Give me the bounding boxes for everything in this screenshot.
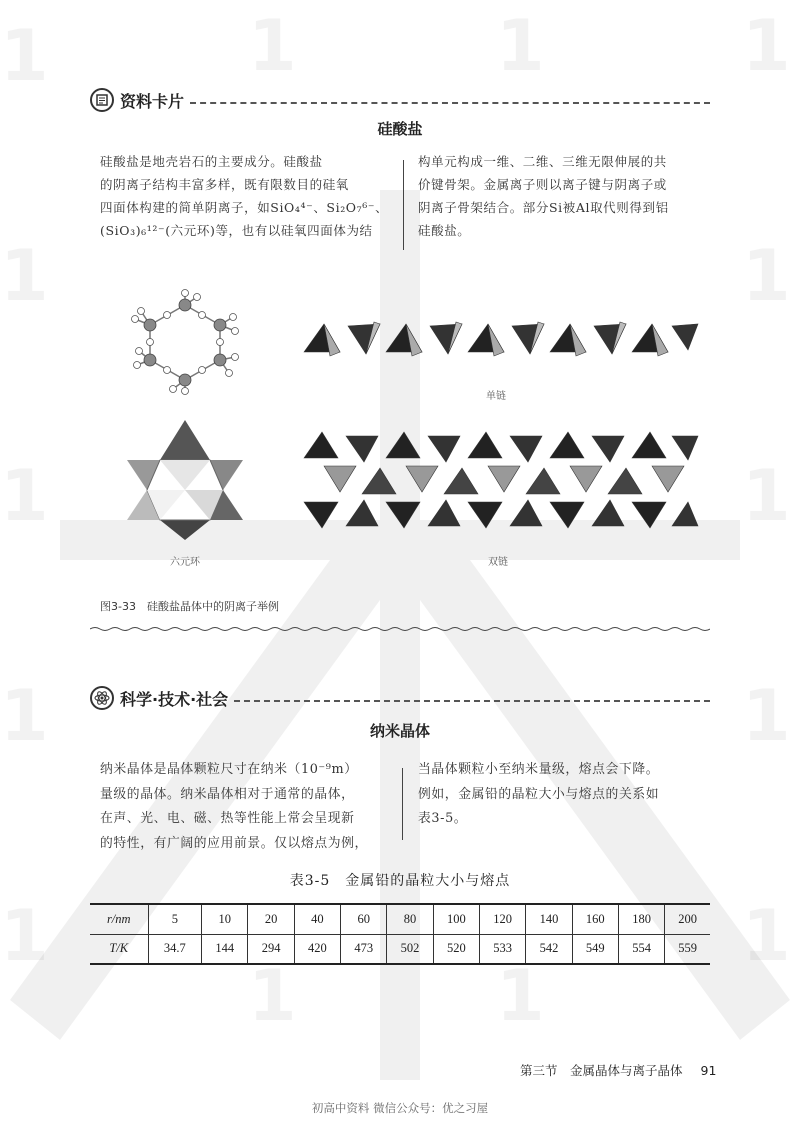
- svg-text:1: 1: [0, 455, 49, 537]
- table-cell: 80: [387, 904, 433, 934]
- text-line: 量级的晶体。纳米晶体相对于通常的晶体，: [100, 786, 355, 802]
- table-cell: 40: [294, 904, 340, 934]
- table-cell: 5: [148, 904, 202, 934]
- svg-text:1: 1: [0, 895, 49, 977]
- table-cell: 144: [202, 934, 248, 964]
- text-line: 当晶体颗粒小至纳米量级，熔点会下降。: [418, 762, 660, 777]
- row-header: r/nm: [90, 904, 148, 934]
- text-line: 的特性，有广阔的应用前景。仅以熔点为例，: [100, 835, 368, 851]
- atom-icon: [90, 686, 114, 710]
- table-cell: 549: [572, 934, 618, 964]
- text-line: 构单元构成一维、二维、三维无限伸展的共: [418, 154, 667, 169]
- table-cell: 533: [480, 934, 526, 964]
- svg-text:1: 1: [0, 15, 49, 97]
- double-chain-label: 双链: [488, 557, 508, 568]
- sts-left-column: [100, 758, 390, 856]
- table-cell: 160: [572, 904, 618, 934]
- sts-header-label: 科学·技术·社会: [120, 689, 229, 709]
- table-cell: 200: [665, 904, 710, 934]
- six-ring-polyhedral-figure: [125, 418, 245, 543]
- svg-text:1: 1: [742, 675, 791, 757]
- column-divider: [402, 768, 403, 840]
- sts-right-column: [418, 758, 713, 832]
- figure-caption: 图3-33 硅酸盐晶体中的阴离子举例: [100, 600, 279, 613]
- table-cell: 10: [202, 904, 248, 934]
- svg-text:1: 1: [0, 675, 49, 757]
- table-cell: 473: [341, 934, 387, 964]
- svg-text:1: 1: [248, 955, 297, 1037]
- document-icon: [90, 88, 114, 112]
- table-cell: 140: [526, 904, 572, 934]
- svg-text:1: 1: [742, 895, 791, 977]
- table-cell: 542: [526, 934, 572, 964]
- table-cell: 20: [248, 904, 294, 934]
- card-header-label: 资料卡片: [120, 91, 185, 111]
- six-ring-ball-stick-figure: [125, 285, 245, 395]
- double-chain-figure: [300, 422, 700, 537]
- table-row-temperature: [90, 934, 710, 964]
- table-cell: 180: [618, 904, 664, 934]
- table-cell: 294: [248, 934, 294, 964]
- six-ring-label: 六元环: [170, 557, 200, 568]
- svg-text:1: 1: [742, 235, 791, 317]
- svg-text:1: 1: [248, 5, 297, 87]
- svg-text:1: 1: [0, 235, 49, 317]
- sts-title: 纳米晶体: [369, 722, 430, 740]
- card-section-header: [90, 86, 710, 114]
- text-line: 表3-5。: [418, 811, 468, 826]
- header-rule: [234, 700, 710, 702]
- card-title: 硅酸盐: [377, 120, 423, 138]
- text-line: 四面体构建的简单阴离子，如SiO₄⁴⁻、Si₂O₇⁶⁻、: [100, 200, 389, 215]
- single-chain-label: 单链: [486, 391, 506, 402]
- card-right-column: [418, 150, 708, 242]
- table-cell: 520: [433, 934, 479, 964]
- text-line: 在声、光、电、磁、热等性能上常会呈现新: [100, 811, 355, 826]
- row-header: T/K: [90, 934, 148, 964]
- text-line: 阴离子骨架结合。部分Si被Al取代则得到铝: [418, 200, 669, 215]
- table-cell: 34.7: [148, 934, 202, 964]
- column-divider: [403, 160, 404, 250]
- text-line: (SiO₃)₆¹²⁻(六元环)等，也有以硅氧四面体为结: [100, 223, 373, 238]
- card-left-column: [100, 150, 390, 242]
- text-line: 价键骨架。金属离子则以离子键与阴离子或: [418, 177, 667, 192]
- grain-size-melting-point-table: [90, 903, 710, 965]
- section-divider: [90, 626, 710, 632]
- table-cell: 420: [294, 934, 340, 964]
- svg-text:1: 1: [742, 5, 791, 87]
- table-cell: 559: [665, 934, 710, 964]
- bottom-note: 初高中资料 微信公众号：优之习屋: [311, 1101, 489, 1115]
- svg-text:1: 1: [496, 5, 545, 87]
- header-rule: [190, 102, 710, 104]
- svg-text:1: 1: [496, 955, 545, 1037]
- text-line: 硅酸盐。: [418, 223, 471, 238]
- single-chain-figure: [300, 296, 700, 376]
- text-line: 的阴离子结构丰富多样，既有限数目的硅氧: [100, 177, 349, 192]
- sts-section-header: [90, 684, 710, 712]
- table-cell: 60: [341, 904, 387, 934]
- text-line: 例如，金属铅的晶粒大小与熔点的关系如: [418, 786, 660, 802]
- table-row-radius: [90, 904, 710, 934]
- table-cell: 120: [480, 904, 526, 934]
- table-cell: 554: [618, 934, 664, 964]
- svg-text:1: 1: [742, 455, 791, 537]
- text-line: 硅酸盐是地壳岩石的主要成分。硅酸盐: [100, 154, 323, 169]
- table-title: 表3-5 金属铅的晶粒大小与熔点: [289, 873, 511, 889]
- page-footer: [520, 1061, 716, 1079]
- footer-section-title: 第三节 金属晶体与离子晶体: [520, 1063, 683, 1078]
- page-number: 91: [700, 1063, 717, 1078]
- table-cell: 502: [387, 934, 433, 964]
- text-line: 纳米晶体是晶体颗粒尺寸在纳米（10⁻⁹m）: [100, 762, 358, 777]
- table-cell: 100: [433, 904, 479, 934]
